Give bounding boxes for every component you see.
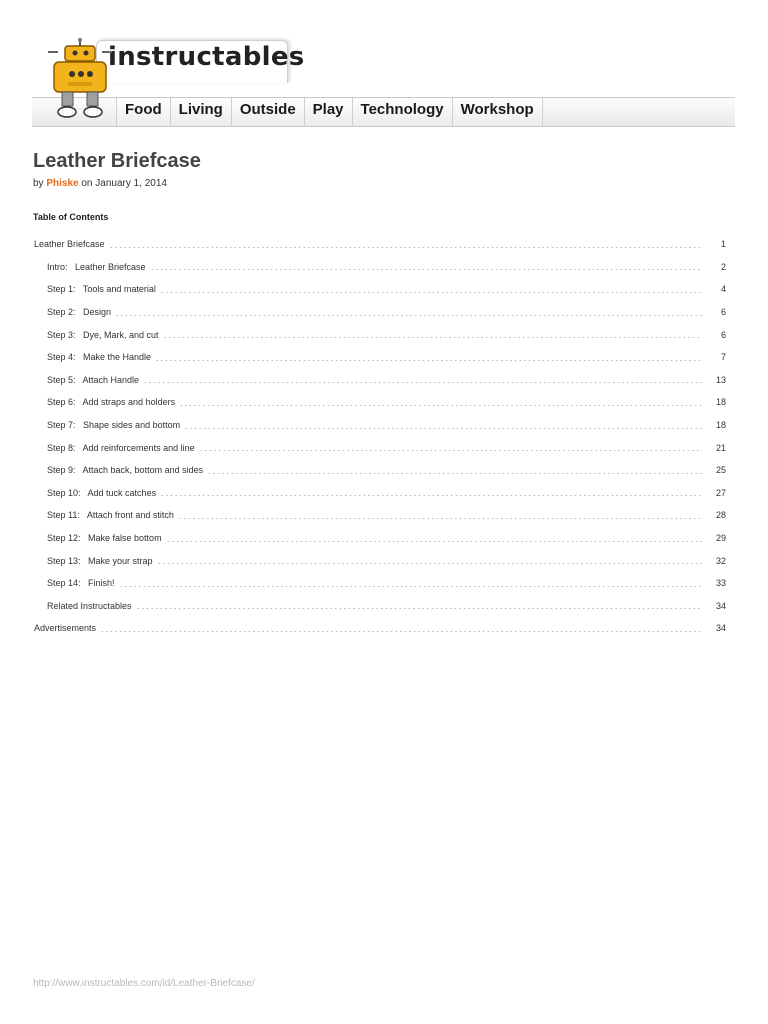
toc-entry-label[interactable]: Step 7: Shape sides and bottom: [47, 420, 181, 431]
toc-dot-leader: [163, 337, 702, 338]
toc-entry-page[interactable]: 34: [715, 600, 726, 611]
toc-entry[interactable]: [34, 527, 726, 550]
toc-entry-page[interactable]: 32: [715, 555, 726, 566]
toc-dot-leader: [155, 360, 702, 361]
toc-entry[interactable]: [34, 391, 726, 414]
toc-dot-leader: [166, 541, 702, 542]
toc-entry-label[interactable]: Step 3: Dye, Mark, and cut: [47, 329, 159, 340]
toc-entry-label[interactable]: Step 2: Design: [47, 307, 112, 318]
toc-entry-label[interactable]: Leather Briefcase: [34, 239, 105, 250]
toc-entry[interactable]: [34, 233, 726, 256]
toc-entry[interactable]: [34, 414, 726, 437]
toc-dot-leader: [178, 518, 702, 519]
toc-entry-page[interactable]: 2: [720, 261, 726, 272]
nav-item-food[interactable]: Food: [116, 98, 170, 126]
logo-text[interactable]: instructables: [108, 42, 305, 72]
nav-bar: [32, 97, 735, 127]
toc-entry[interactable]: [34, 504, 726, 527]
toc-entry-page[interactable]: 18: [715, 397, 726, 408]
toc-entry-label[interactable]: Step 13: Make your strap: [47, 555, 153, 566]
toc-dot-leader: [109, 247, 702, 248]
toc-entry-label[interactable]: Step 5: Attach Handle: [47, 374, 140, 385]
toc-dot-leader: [150, 269, 702, 270]
toc-dot-leader: [100, 631, 702, 632]
toc-entry-label[interactable]: Intro: Leather Briefcase: [47, 261, 146, 272]
nav-item-living[interactable]: Living: [170, 98, 231, 126]
toc-entry[interactable]: [34, 346, 726, 369]
toc-entry-page[interactable]: 27: [715, 487, 726, 498]
toc-entry-label[interactable]: Step 9: Attach back, bottom and sides: [47, 465, 204, 476]
toc-entry-page[interactable]: 7: [720, 352, 726, 363]
footer-url[interactable]: http://www.instructables.com/id/Leather-Briefcase/: [33, 978, 255, 989]
toc-entry[interactable]: [34, 301, 726, 324]
nav-item-technology[interactable]: Technology: [352, 98, 452, 126]
publish-date: on January 1, 2014: [81, 178, 167, 189]
toc-entry-page[interactable]: 28: [715, 510, 726, 521]
toc-entry-label[interactable]: Related Instructables: [47, 600, 132, 611]
toc-entry-label[interactable]: Step 14: Finish!: [47, 578, 115, 589]
site-header: [0, 0, 768, 130]
toc-entry[interactable]: [34, 482, 726, 505]
toc-entry[interactable]: [34, 256, 726, 279]
nav-list: [116, 98, 543, 126]
toc-entry-page[interactable]: 4: [720, 284, 726, 295]
toc-entry-page[interactable]: 25: [715, 465, 726, 476]
toc-entry-page[interactable]: 18: [715, 420, 726, 431]
toc-dot-leader: [136, 608, 702, 609]
nav-item-outside[interactable]: Outside: [231, 98, 304, 126]
toc-entry-label[interactable]: Advertisements: [34, 623, 97, 634]
by-label: by: [33, 178, 44, 189]
toc-heading: Table of Contents: [33, 212, 109, 222]
toc-entry-label[interactable]: Step 6: Add straps and holders: [47, 397, 176, 408]
toc-entry-page[interactable]: 21: [715, 442, 726, 453]
toc-dot-leader: [119, 586, 702, 587]
robot-mascot-icon[interactable]: [48, 38, 112, 120]
toc-dot-leader: [160, 292, 702, 293]
toc-entry-label[interactable]: Step 11: Attach front and stitch: [47, 510, 174, 521]
toc-dot-leader: [179, 405, 702, 406]
toc-dot-leader: [115, 315, 702, 316]
toc-entry-label[interactable]: Step 12: Make false bottom: [47, 533, 162, 544]
toc-entry-page[interactable]: 6: [720, 307, 726, 318]
toc-dot-leader: [143, 382, 702, 383]
byline: [33, 178, 167, 189]
toc-entry[interactable]: [34, 572, 726, 595]
toc-entry-page[interactable]: 33: [715, 578, 726, 589]
toc-dot-leader: [157, 563, 702, 564]
nav-item-play[interactable]: Play: [304, 98, 352, 126]
toc-entry[interactable]: [34, 595, 726, 618]
toc-entry-label[interactable]: Step 4: Make the Handle: [47, 352, 152, 363]
toc-entry[interactable]: [34, 617, 726, 640]
toc-entry-label[interactable]: Step 1: Tools and material: [47, 284, 156, 295]
toc-entry-page[interactable]: 34: [715, 623, 726, 634]
toc-entry[interactable]: [34, 436, 726, 459]
nav-item-workshop[interactable]: Workshop: [452, 98, 543, 126]
toc-entry-page[interactable]: 1: [720, 239, 726, 250]
toc-entry[interactable]: [34, 549, 726, 572]
toc-entry-page[interactable]: 29: [715, 533, 726, 544]
author-link[interactable]: Phiske: [46, 178, 79, 189]
toc-dot-leader: [207, 473, 702, 474]
toc-entry[interactable]: [34, 369, 726, 392]
table-of-contents: [34, 233, 726, 640]
toc-entry[interactable]: [34, 278, 726, 301]
page-title: Leather Briefcase: [33, 150, 201, 172]
toc-entry[interactable]: [34, 323, 726, 346]
toc-entry-page[interactable]: 13: [715, 374, 726, 385]
toc-entry[interactable]: [34, 459, 726, 482]
toc-dot-leader: [199, 450, 702, 451]
toc-dot-leader: [160, 495, 702, 496]
toc-dot-leader: [184, 428, 702, 429]
toc-entry-label[interactable]: Step 8: Add reinforcements and line: [47, 442, 195, 453]
toc-entry-page[interactable]: 6: [720, 329, 726, 340]
toc-entry-label[interactable]: Step 10: Add tuck catches: [47, 487, 157, 498]
